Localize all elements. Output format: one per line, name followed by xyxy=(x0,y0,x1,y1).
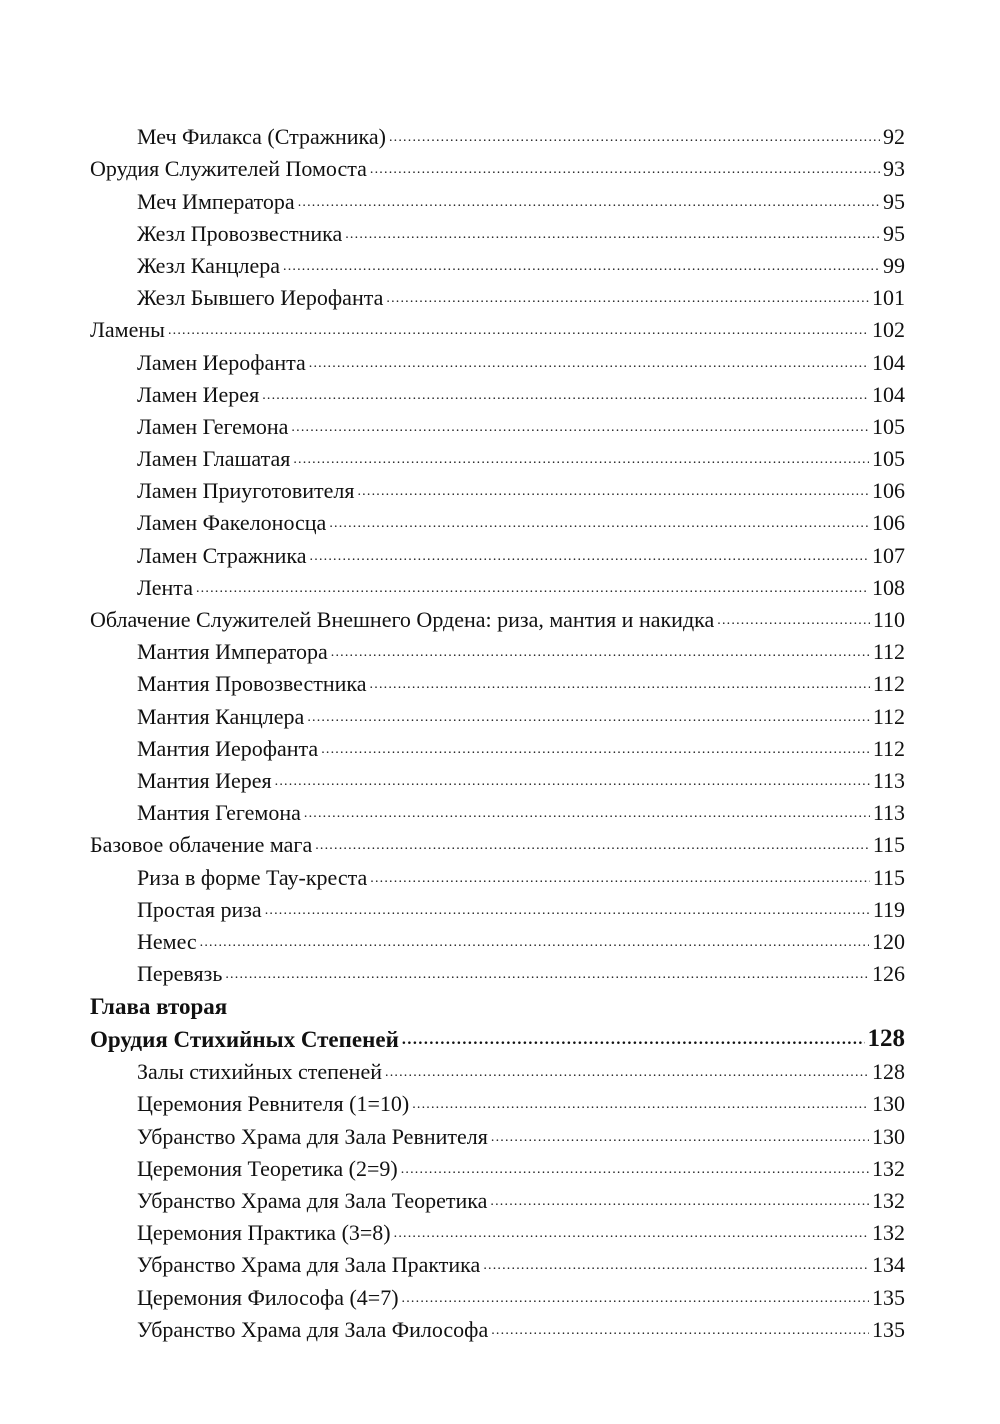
dot-leader xyxy=(412,1098,869,1115)
toc-entry-page-number: 106 xyxy=(872,478,905,504)
toc-entry-page-number: 99 xyxy=(883,252,905,278)
toc-entry-title: Залы стихийных степеней xyxy=(137,1059,382,1085)
toc-entry-title: Мантия Императора xyxy=(137,639,328,665)
dot-leader xyxy=(386,292,869,309)
dot-leader xyxy=(329,517,869,534)
dot-leader xyxy=(402,1032,865,1051)
dot-leader xyxy=(309,357,869,374)
toc-entry-page-number: 120 xyxy=(872,928,905,954)
toc-entry-page-number: 113 xyxy=(872,767,905,793)
toc-entry-page-number: 128 xyxy=(872,1059,905,1085)
toc-entry-title: Мантия Канцлера xyxy=(137,703,305,729)
toc-entry xyxy=(90,180,905,212)
toc-entry-page-number: 104 xyxy=(872,349,905,375)
chapter-title-entry xyxy=(90,1018,905,1051)
dot-leader xyxy=(483,1259,869,1276)
toc-entry xyxy=(90,953,905,985)
toc-entry xyxy=(90,1244,905,1276)
toc-entry-page-number: 95 xyxy=(883,188,905,214)
dot-leader xyxy=(275,775,870,792)
toc-entry-title: Убранство Храма для Зала Теоретика xyxy=(137,1188,488,1213)
toc-entry-title: Церемония Практика (3=8) xyxy=(137,1220,391,1246)
toc-entry xyxy=(90,534,905,566)
toc-entry-title: Жезл Бывшего Иерофанта xyxy=(137,285,384,311)
toc-entry-title: Ламен Факелоносца xyxy=(137,510,327,536)
dot-leader xyxy=(196,582,869,599)
toc-entry xyxy=(90,1309,905,1341)
toc-entry-title: Церемония Теоретика (2=9) xyxy=(137,1155,398,1181)
dot-leader xyxy=(370,163,880,180)
toc-entry-page-number: 115 xyxy=(872,864,905,890)
toc-entry-title: Меч Филакса (Стражника) xyxy=(137,124,386,150)
toc-entry-title: Убранство Храма для Зала Ревнителя xyxy=(137,1123,488,1149)
dot-leader xyxy=(491,1131,869,1148)
toc-entry-title: Орудия Служителей Помоста xyxy=(90,156,367,182)
toc-entry xyxy=(90,309,905,341)
toc-entry xyxy=(90,1148,905,1180)
toc-entry xyxy=(90,148,905,180)
toc-entry-title: Ламен Гегемона xyxy=(137,413,289,439)
toc-entry-page-number: 134 xyxy=(872,1252,905,1278)
toc-entry-page-number: 92 xyxy=(883,124,905,150)
dot-leader xyxy=(262,389,869,406)
toc-entry-title: Ламены xyxy=(90,317,165,343)
toc-entry xyxy=(90,921,905,953)
toc-entry-page-number: 93 xyxy=(883,156,905,182)
toc-entry xyxy=(90,277,905,309)
dot-leader xyxy=(331,646,870,663)
toc-entry-page-number: 115 xyxy=(872,832,905,858)
dot-leader xyxy=(370,678,870,695)
toc-entry-title: Риза в форме Тау-креста xyxy=(137,864,368,890)
toc-entry-title: Меч Императора xyxy=(137,188,295,214)
toc-entry xyxy=(90,824,905,856)
dot-leader xyxy=(491,1324,869,1341)
chapter-heading xyxy=(90,985,905,1018)
toc-entry xyxy=(90,599,905,631)
toc-entry-title: Жезл Провозвестника xyxy=(137,220,343,246)
dot-leader xyxy=(389,131,880,148)
toc-entry xyxy=(90,760,905,792)
toc-entry xyxy=(90,502,905,534)
toc-entry-title: Ламен Приуготовителя xyxy=(137,478,355,504)
toc-entry-title: Мантия Провозвестника xyxy=(137,671,367,697)
dot-leader xyxy=(293,453,869,470)
toc-entry-page-number: 128 xyxy=(867,1025,905,1053)
toc-entry-title: Лента xyxy=(137,574,193,600)
toc-entry-title: Ламен Иерофанта xyxy=(137,349,306,375)
toc-entry xyxy=(90,728,905,760)
dot-leader xyxy=(315,839,870,856)
toc-entry-page-number: 130 xyxy=(872,1091,905,1117)
toc-entry-page-number: 106 xyxy=(872,510,905,536)
toc-entry xyxy=(90,695,905,727)
toc-entry-title: Ламен Иерея xyxy=(137,381,260,407)
toc-entry-title: Базовое облачение мага xyxy=(90,832,313,858)
toc-entry-page-number: 126 xyxy=(872,961,905,987)
toc-entry xyxy=(90,245,905,277)
toc-entry-page-number: 108 xyxy=(872,574,905,600)
toc-entry xyxy=(90,470,905,502)
toc-entry-page-number: 104 xyxy=(872,381,905,407)
toc-entry xyxy=(90,213,905,245)
toc-entry-page-number: 105 xyxy=(872,413,905,439)
toc-entry-title: Церемония Ревнителя (1=10) xyxy=(137,1091,410,1117)
toc-entry xyxy=(90,663,905,695)
toc-entry-title: Церемония Философа (4=7) xyxy=(137,1284,399,1310)
toc-entry xyxy=(90,792,905,824)
dot-leader xyxy=(291,421,869,438)
toc-entry-page-number: 112 xyxy=(872,735,905,761)
toc-entry-title: Ламен Стражника xyxy=(137,542,307,568)
toc-entry xyxy=(90,438,905,470)
toc-entry xyxy=(90,1083,905,1115)
dot-leader xyxy=(345,228,880,245)
toc-entry-page-number: 101 xyxy=(872,285,905,311)
dot-leader xyxy=(357,485,869,502)
toc-entry-page-number: 112 xyxy=(872,703,905,729)
toc-entry xyxy=(90,116,905,148)
toc-entry xyxy=(90,1051,905,1083)
dot-leader xyxy=(200,936,869,953)
toc-entry-title: Мантия Иерея xyxy=(137,767,272,793)
dot-leader xyxy=(394,1227,869,1244)
toc-entry xyxy=(90,631,905,663)
dot-leader xyxy=(265,904,870,921)
toc-entry xyxy=(90,1276,905,1308)
toc-entry-page-number: 135 xyxy=(872,1316,905,1342)
toc-entry xyxy=(90,374,905,406)
toc-entry xyxy=(90,889,905,921)
toc-entry-page-number: 119 xyxy=(872,896,905,922)
toc-entry-title: Орудия Стихийных Степеней xyxy=(90,1027,399,1053)
dot-leader xyxy=(401,1163,869,1180)
toc-entry-page-number: 112 xyxy=(872,639,905,665)
toc-entry-title: Мантия Иерофанта xyxy=(137,735,319,761)
toc-entry-title: Немес xyxy=(137,928,197,954)
dot-leader xyxy=(490,1195,869,1212)
toc-entry-title: Глава вторая xyxy=(90,994,228,1020)
toc-entry-page-number: 135 xyxy=(872,1284,905,1310)
table-of-contents xyxy=(90,116,905,1341)
toc-entry xyxy=(90,1212,905,1244)
toc-entry-page-number: 95 xyxy=(883,220,905,246)
toc-entry-page-number: 105 xyxy=(872,446,905,472)
dot-leader xyxy=(283,260,880,277)
toc-entry-page-number: 110 xyxy=(872,607,905,632)
toc-entry xyxy=(90,567,905,599)
toc-entry-title: Перевязь xyxy=(137,961,223,987)
toc-entry xyxy=(90,1115,905,1147)
toc-entry-page-number: 102 xyxy=(872,317,905,343)
dot-leader xyxy=(370,872,870,889)
dot-leader xyxy=(307,711,870,728)
toc-entry xyxy=(90,341,905,373)
toc-entry-page-number: 132 xyxy=(872,1188,905,1213)
dot-leader xyxy=(298,196,880,213)
dot-leader xyxy=(310,550,869,567)
toc-entry-title: Жезл Канцлера xyxy=(137,252,280,278)
toc-entry-title: Убранство Храма для Зала Философа xyxy=(137,1316,489,1342)
toc-entry-title: Ламен Глашатая xyxy=(137,446,291,472)
toc-entry-page-number: 130 xyxy=(872,1123,905,1149)
toc-entry xyxy=(90,406,905,438)
toc-entry-page-number: 107 xyxy=(872,542,905,568)
toc-entry-title: Убранство Храма для Зала Практика xyxy=(137,1252,481,1278)
toc-entry-page-number: 132 xyxy=(872,1155,905,1181)
toc-entry xyxy=(90,856,905,888)
toc-entry-title: Мантия Гегемона xyxy=(137,800,301,826)
toc-entry-page-number: 112 xyxy=(872,671,905,697)
toc-entry-page-number: 113 xyxy=(872,800,905,826)
toc-entry-title: Простая риза xyxy=(137,896,262,922)
dot-leader xyxy=(304,807,870,824)
dot-leader xyxy=(717,614,870,631)
dot-leader xyxy=(385,1066,869,1083)
dot-leader xyxy=(402,1292,869,1309)
dot-leader xyxy=(168,324,869,341)
toc-entry-page-number: 132 xyxy=(872,1220,905,1246)
toc-entry-title: Облачение Служителей Внешнего Ордена: риза, мантия и накидка xyxy=(90,607,715,632)
dot-leader xyxy=(321,743,870,760)
dot-leader xyxy=(225,968,869,985)
toc-entry xyxy=(90,1180,905,1212)
